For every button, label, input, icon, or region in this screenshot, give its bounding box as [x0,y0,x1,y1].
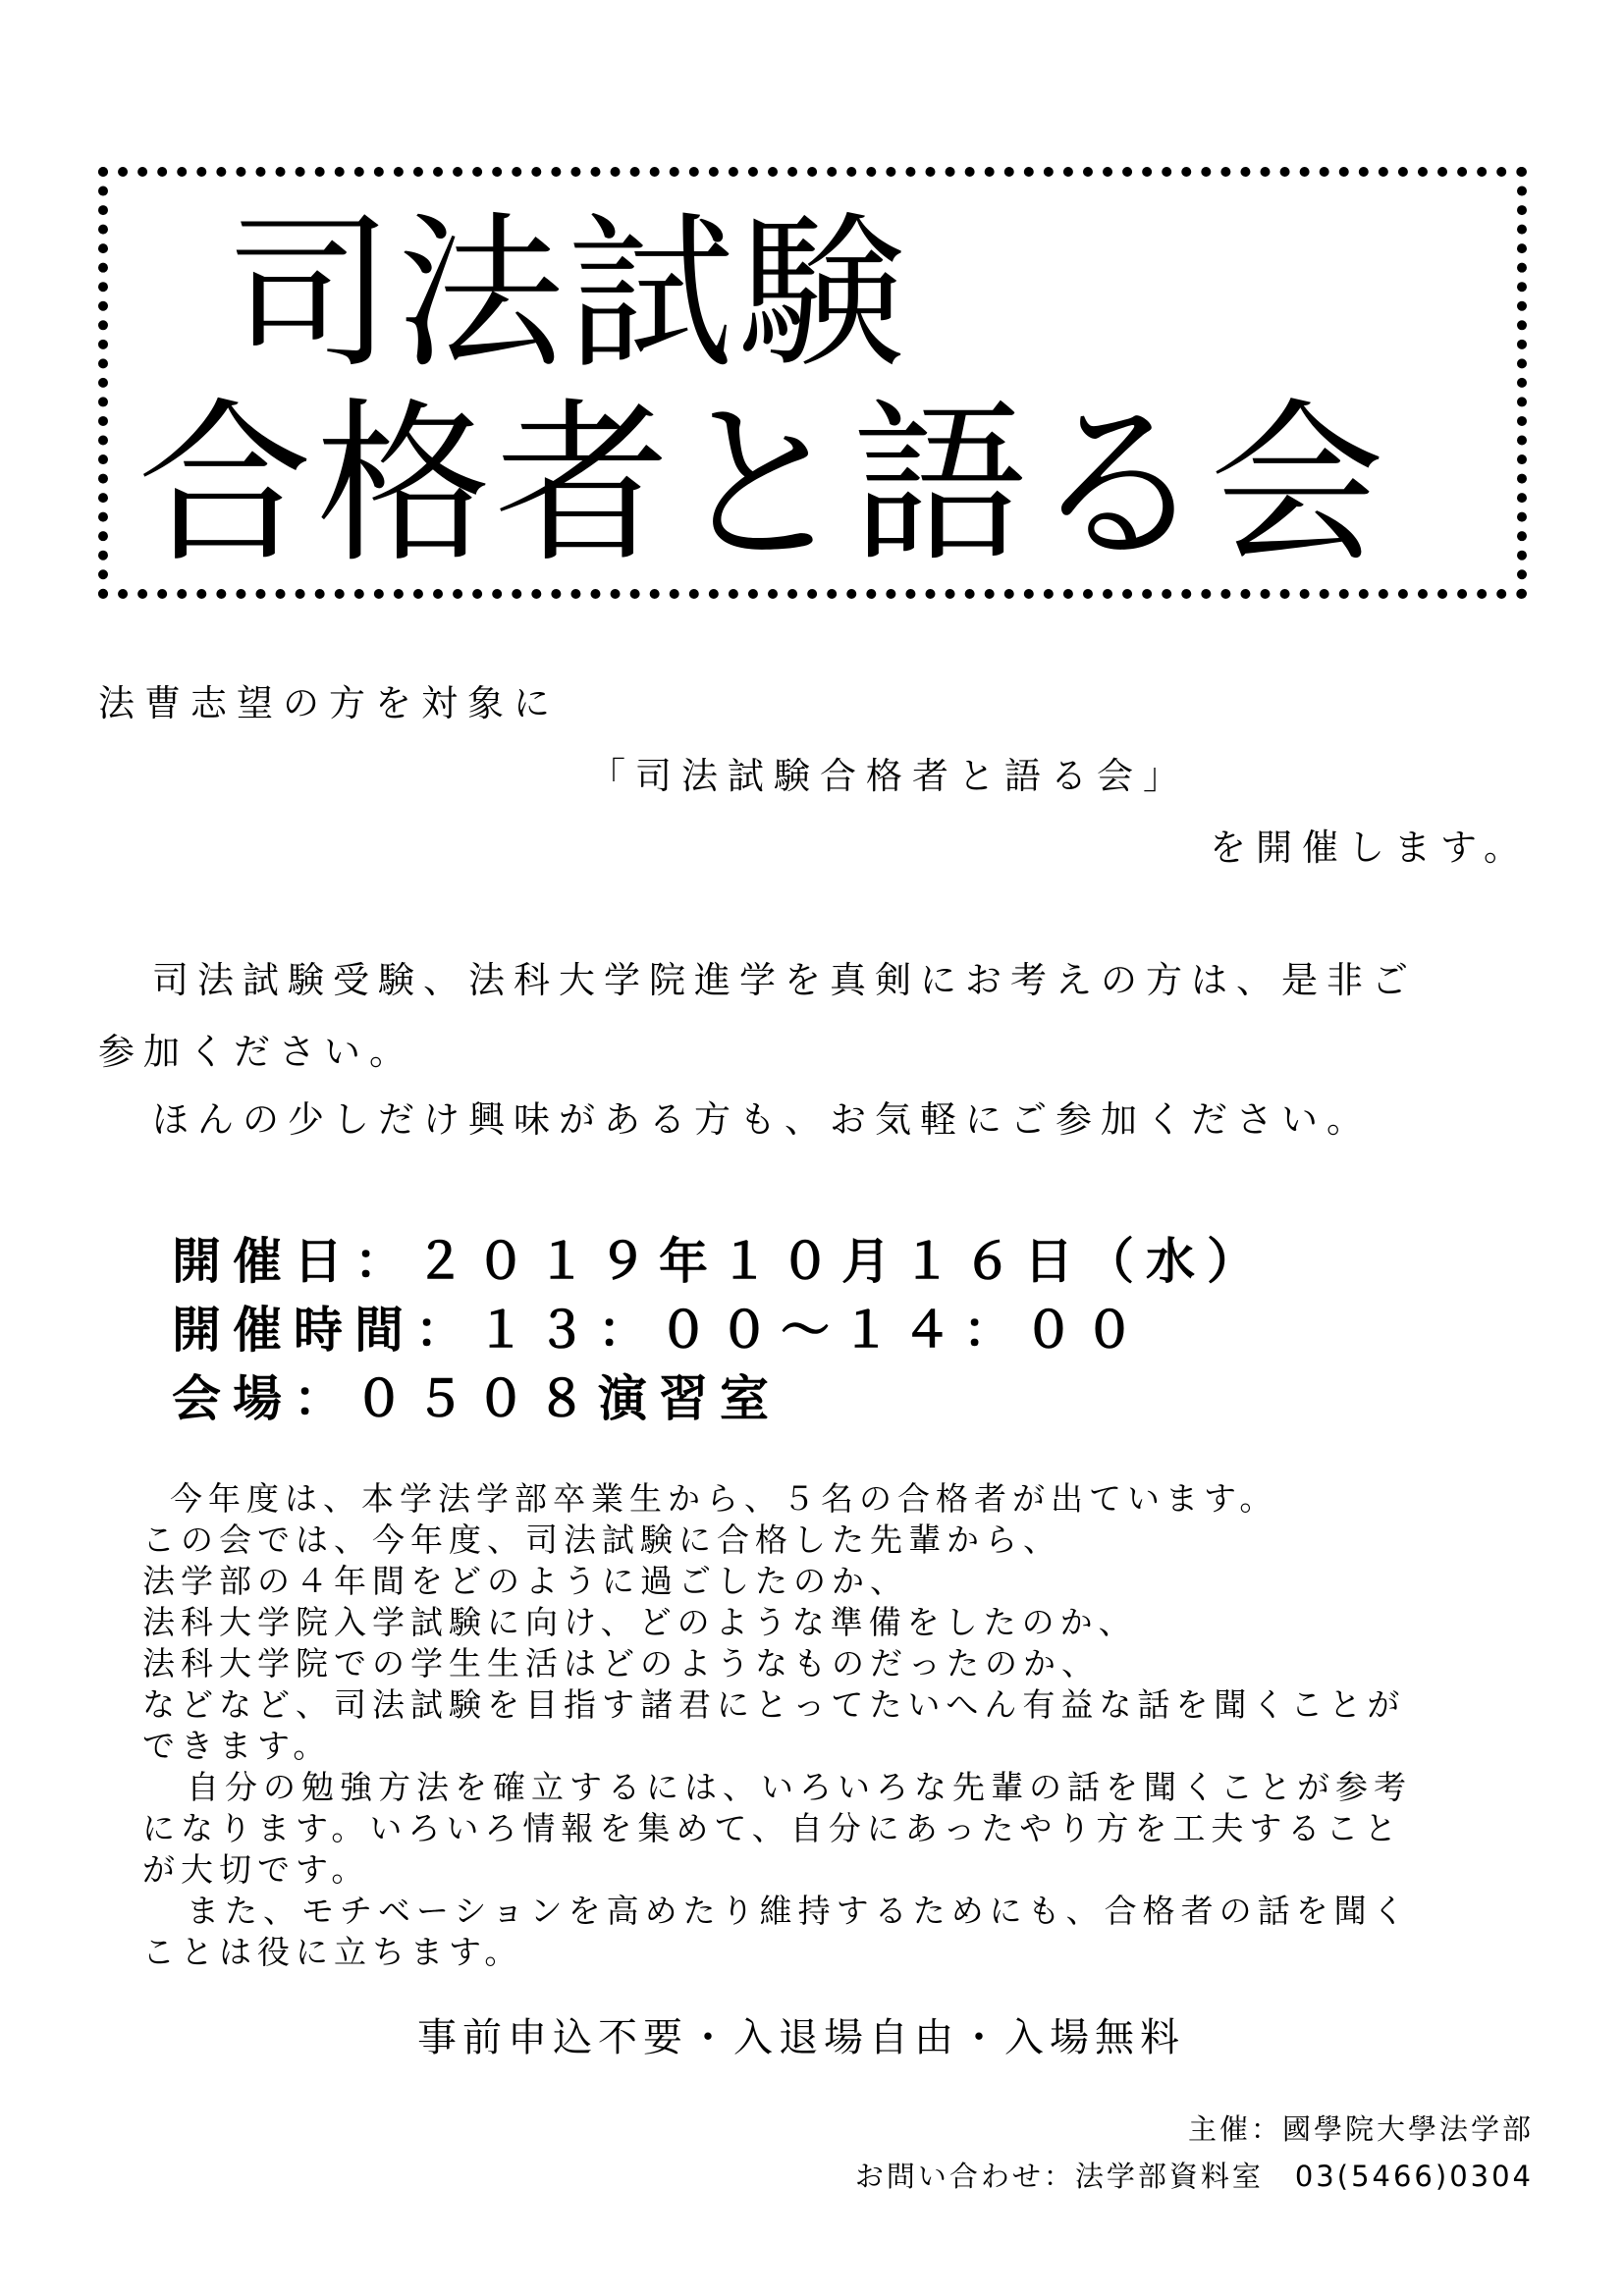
organizer: 主催：國學院大學法学部 [1187,2112,1534,2146]
description-line-1: 今年度は、本学法学部卒業生から、５名の合格者が出ています。 [170,1479,1278,1518]
description-line-10: が大切です。 [142,1850,370,1889]
event-venue: 会場：０５０８演習室 [172,1370,781,1427]
description-line-3: 法学部の４年間をどのように過ごしたのか、 [142,1562,908,1600]
invitation-line-1: 司法試験受験、法科大学院進学を真剣にお考えの方は、是非ご [152,959,1417,1001]
intro-line-3: を開催します。 [1210,827,1531,869]
description-line-12: ことは役に立ちます。 [142,1933,523,1971]
invitation-line-2: 参加ください。 [98,1031,414,1073]
admission-notice: 事前申込不要・入退場自由・入場無料 [417,2015,1185,2060]
description-line-8: 自分の勉強方法を確立するには、いろいろな先輩の話を聞くことが参考 [187,1768,1412,1806]
event-date: 開催日：２０１９年１０月１６日（水） [172,1233,1268,1290]
intro-line-2: 「司法試験合格者と語る会」 [589,755,1189,797]
event-time: 開催時間：１３：００～１４：００ [172,1302,1146,1359]
title-line-2: 合格者と語る会 [137,383,1388,586]
contact-info: お問い合わせ：法学部資料室 03(5466)0304 [854,2160,1534,2193]
description-line-9: になります。いろいろ情報を集めて、自分にあったやり方を工夫すること [142,1809,1403,1847]
description-line-7: できます。 [142,1727,332,1765]
description-line-6: などなど、司法試験を目指す諸君にとってたいへん有益な話を聞くことが [142,1685,1406,1724]
description-line-5: 法科大学院での学生生活はどのようなものだったのか、 [142,1644,1100,1682]
description-line-2: この会では、今年度、司法試験に合格した先輩から、 [142,1521,1061,1559]
description-line-11: また、モチベーションを高めたり維持するためにも、合格者の話を聞く [187,1892,1411,1930]
intro-line-1: 法曹志望の方を対象に [98,682,560,724]
invitation-line-3: ほんの少しだけ興味がある方も、お気軽にご参加ください。 [152,1098,1372,1141]
description-line-4: 法科大学院入学試験に向け、どのような準備をしたのか、 [142,1603,1137,1641]
title-line-1: 司法試験 [226,197,910,392]
